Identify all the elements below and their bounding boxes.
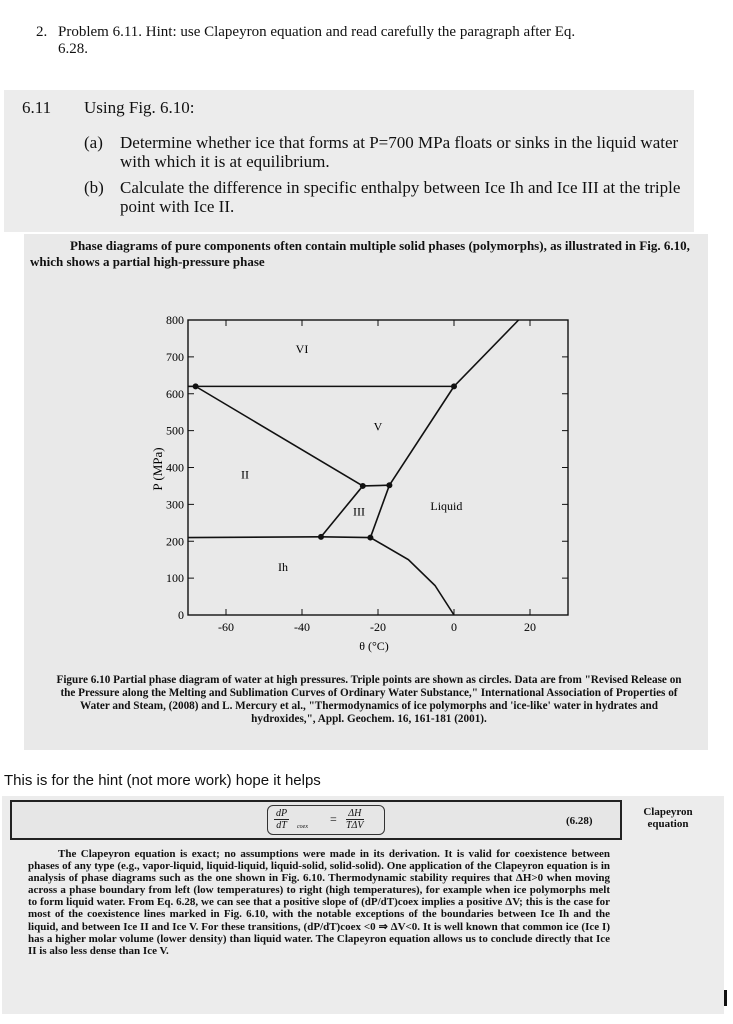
phase-boundary-ih-liquid — [370, 538, 454, 615]
caption-text: Partial phase diagram of water at high pressures. Triple points are shown as circles. Data are from "Revised Release on the Pressure along the Melting and Sublimation Curves of Ordinary Water Substance," International Association of Properties of Water and Steam, (2008) and L. Mercury et al., "Thermodynamics of ice polymorphs and 'ice-like' water in hydrates and hydroxides,", Appl. Geochem. 16, 161-181 (2001). — [60, 674, 682, 725]
part-a-tag: (a) — [84, 133, 103, 152]
y-tick-label: 700 — [166, 349, 184, 364]
equation-rhs — [346, 808, 364, 831]
problem-number: 6.11 — [22, 98, 52, 117]
textbook-excerpt — [24, 234, 708, 750]
region-label: II — [241, 467, 249, 482]
region-label: VI — [295, 342, 309, 357]
clapeyron-excerpt — [2, 796, 724, 1014]
lhs-subscript: coex — [297, 824, 308, 830]
phase-boundary-iii-liquid — [370, 485, 389, 537]
triple-point — [360, 483, 366, 489]
question-number: 2. — [36, 24, 48, 40]
phase-diagram — [24, 234, 708, 674]
equals-sign: = — [330, 812, 337, 826]
part-b-text: Calculate the difference in specific enthalpy between Ice Ih and Ice III at the triple point with Ice II. — [120, 178, 681, 216]
triple-point — [367, 535, 373, 541]
triple-point — [386, 482, 392, 488]
region-label: III — [353, 504, 365, 519]
equation-lhs — [274, 808, 289, 831]
y-tick-label: 600 — [166, 386, 184, 401]
x-tick-label: 0 — [451, 620, 457, 634]
caption-label: Figure 6.10 — [56, 674, 111, 686]
region-label: V — [373, 419, 383, 434]
rhs-numerator: ΔH — [346, 808, 364, 820]
y-tick-label: 200 — [166, 534, 184, 549]
equation-box — [10, 800, 622, 840]
x-tick-label: -60 — [218, 620, 234, 634]
lhs-denominator: dT — [276, 820, 287, 831]
rhs-denominator: TΔV — [346, 820, 364, 831]
y-tick-label: 500 — [166, 423, 184, 438]
assignment-question — [36, 24, 706, 58]
phase-boundary-vi-liquid — [454, 320, 519, 386]
phase-boundary-v-liquid — [389, 386, 454, 485]
intro-paragraph: Phase diagrams of pure components often contain multiple solid phases (polymorphs), as illustrated in Fig. 6.10, which shows a partial high-pressure phase — [30, 238, 690, 269]
region-label: Ih — [278, 559, 288, 574]
question-line2: 6.28. — [58, 41, 88, 57]
phase-boundary-ih-iii — [321, 537, 370, 538]
phase-boundary-iii-v — [363, 485, 390, 486]
lhs-numerator: dP — [276, 808, 288, 819]
x-tick-label: -40 — [294, 620, 310, 634]
y-axis-label: P (MPa) — [150, 447, 165, 491]
hint-note: This is for the hint (not more work) hope it helps — [4, 772, 321, 789]
y-tick-label: 100 — [166, 571, 184, 586]
text-cursor — [724, 990, 727, 1006]
problem-statement — [4, 90, 694, 232]
x-tick-label: -20 — [370, 620, 386, 634]
triple-point — [451, 383, 457, 389]
y-tick-label: 800 — [166, 313, 184, 327]
x-tick-label: 20 — [524, 620, 536, 634]
region-label: Liquid — [430, 498, 463, 513]
triple-point — [193, 383, 199, 389]
part-a-text: Determine whether ice that forms at P=700 MPa floats or sinks in the liquid water with which it is at equilibrium. — [120, 133, 679, 171]
triple-point — [318, 534, 324, 540]
y-tick-label: 300 — [166, 497, 184, 512]
problem-title: Using Fig. 6.10: — [84, 98, 195, 117]
y-tick-label: 400 — [166, 460, 184, 475]
part-b-tag: (b) — [84, 178, 104, 197]
figure-caption — [50, 674, 688, 726]
question-line1: Problem 6.11. Hint: use Clapeyron equation and read carefully the paragraph after Eq. — [58, 24, 576, 40]
x-axis-label: θ (°C) — [359, 639, 389, 653]
y-tick-label: 0 — [178, 608, 184, 622]
equation-number: (6.28) — [566, 815, 593, 827]
clapeyron-paragraph: The Clapeyron equation is exact; no assumptions were made in its derivation. It is valid for coexistence between phases of any type (e.g., vapor-liquid, liquid-liquid, liquid-solid, solid-solid). One application of the Clapeyron equation is in analysis of phase diagrams such as the one shown in Fig. 6.10. Thermodynamic stability requires that ΔH>0 when moving across a phase boundary from left (low temperatures) to right (high temperatures), for example when ice polymorphs melt to form liquid water. From Eq. 6.28, we can see that a positive slope of (dP/dT)coex implies a positive ΔV; this is the case for most of the coexistence lines marked in Fig. 6.10, with the notable exceptions of the boundaries between Ice Ih and the liquid, and between Ice II and Ice V. For these transitions, (dP/dT)coex <0 ⇒ ΔV<0. It is well known that common ice (Ice I) has a higher molar volume (lower density) than liquid water. The Clapeyron equation allows us to conclude directly that Ice II is also less dense than Ice V. — [28, 848, 610, 957]
equation-side-label: Clapeyron equation — [643, 806, 693, 830]
phase-boundary-ih-ii — [188, 537, 321, 538]
phase-boundary-ii-v-upper- — [196, 386, 363, 486]
